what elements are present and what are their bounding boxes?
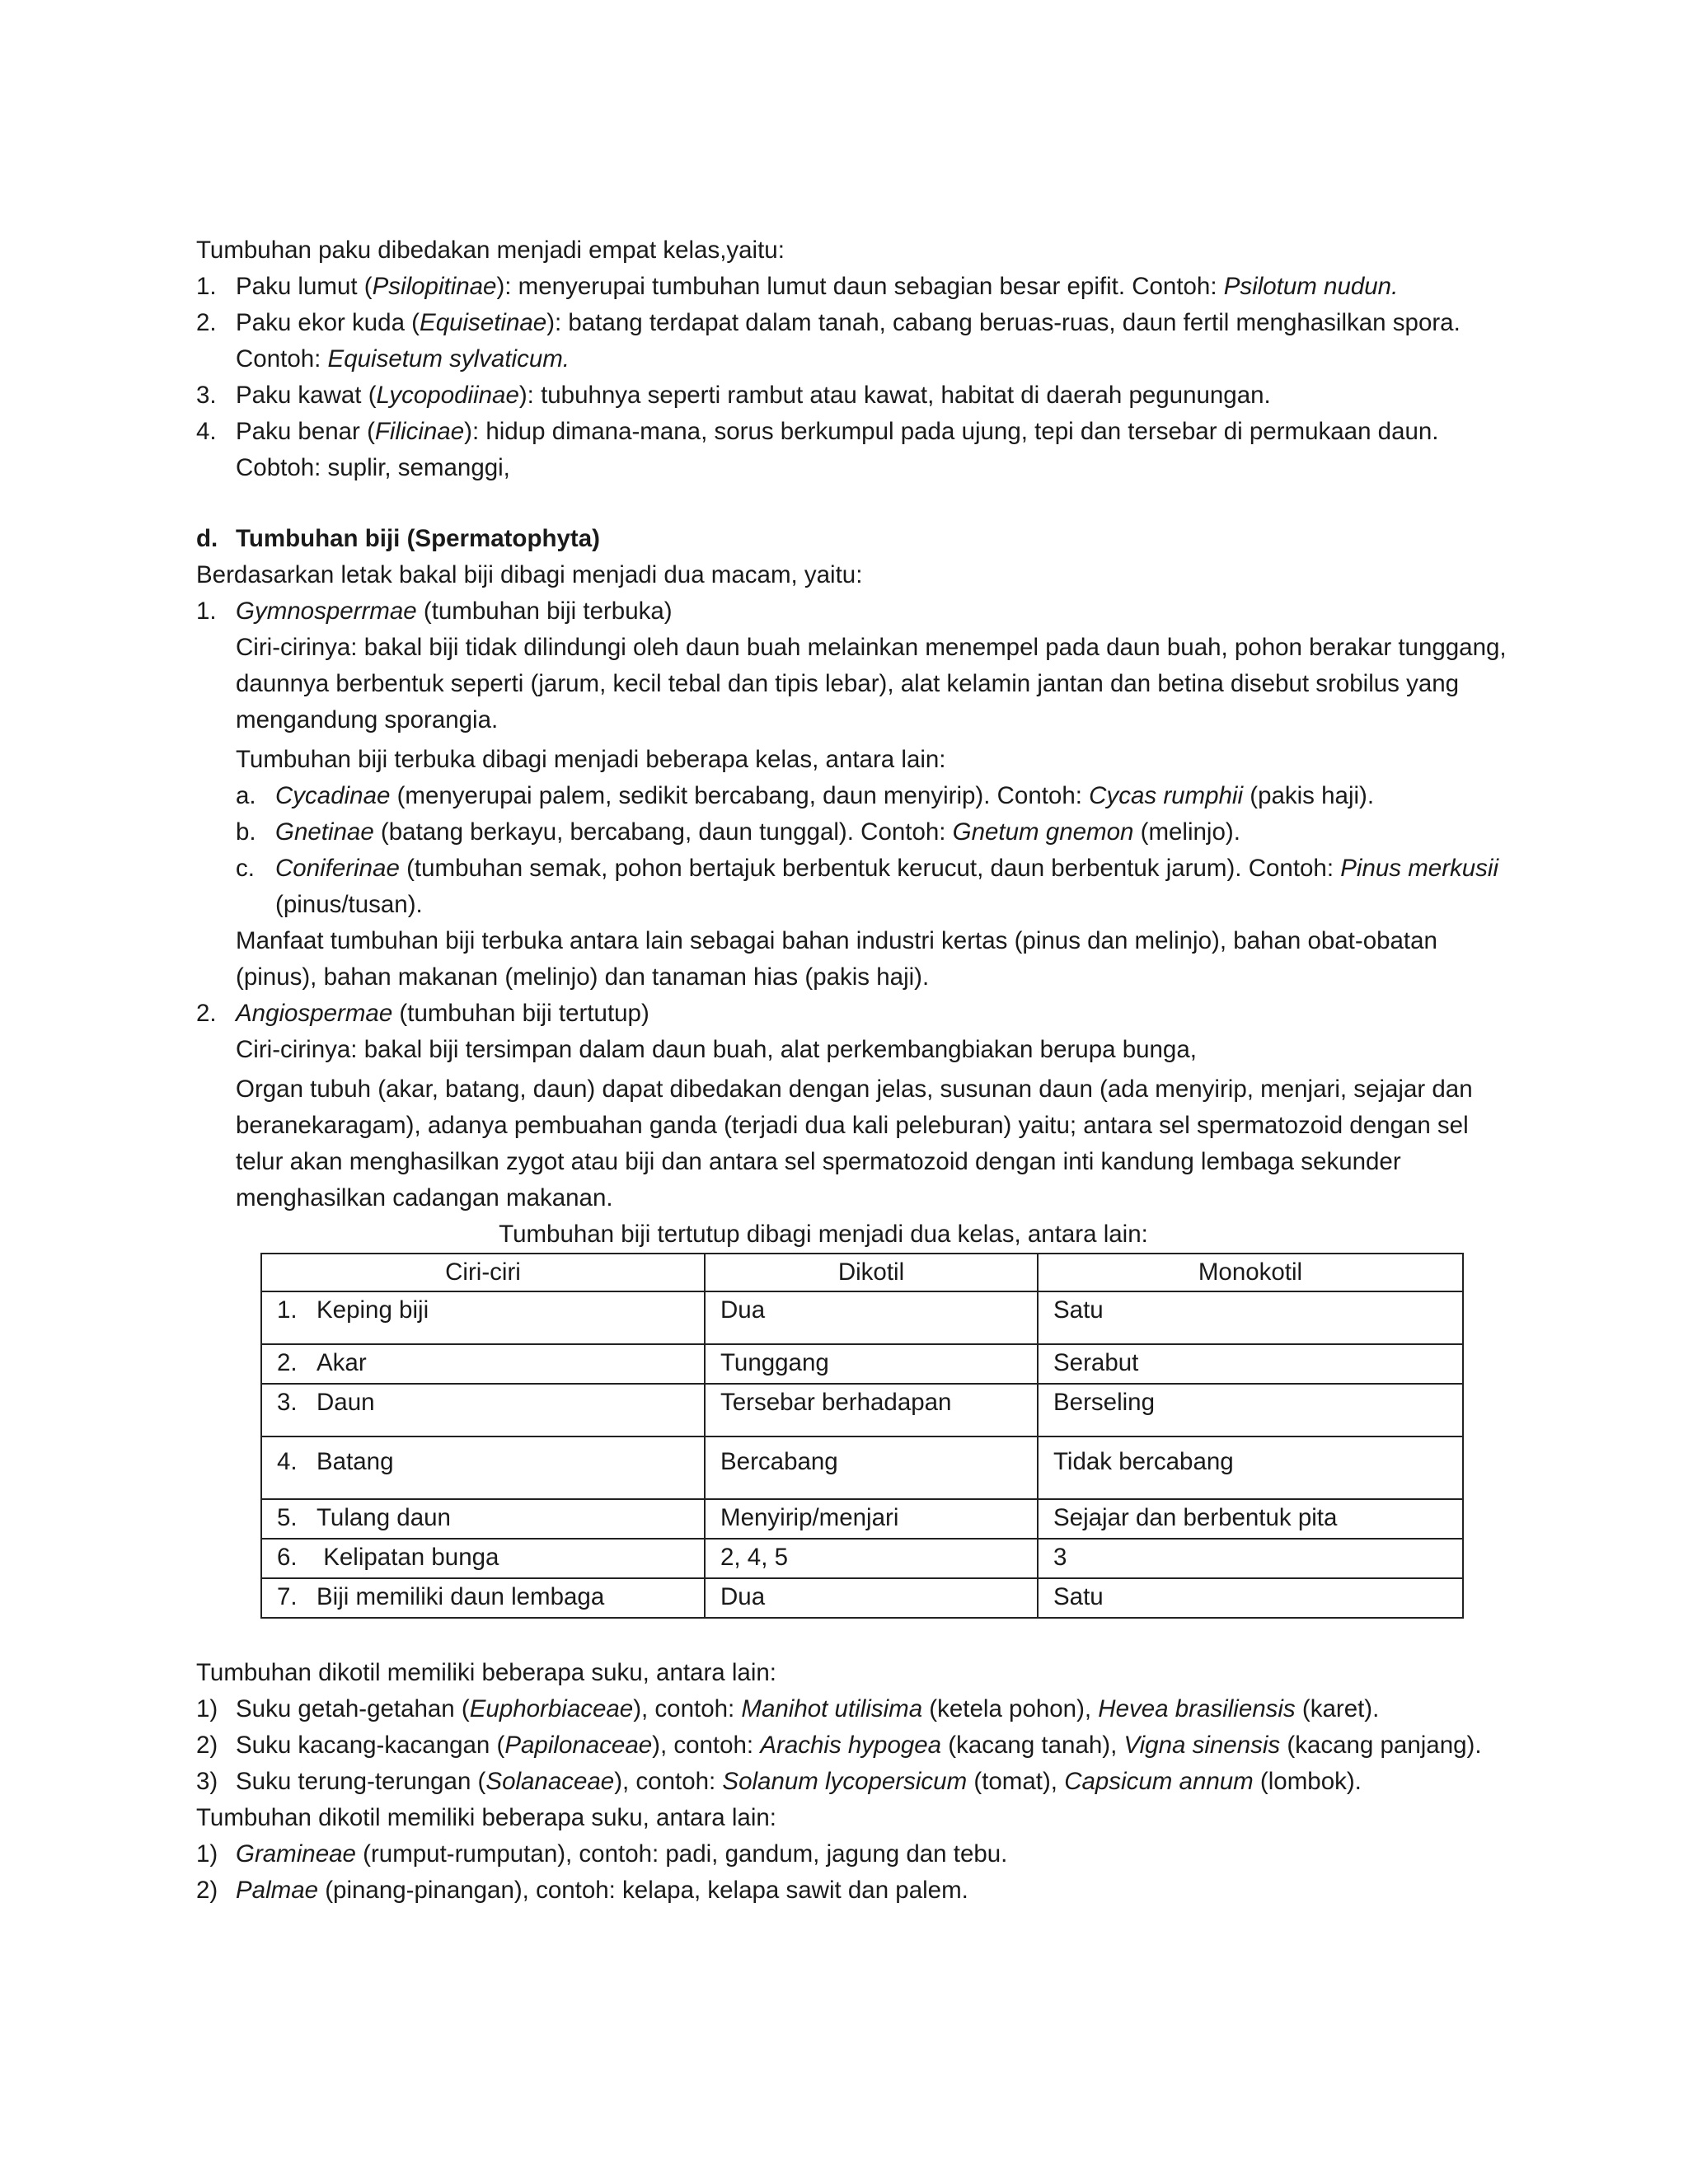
list-item: a. Cycadinae (menyerupai palem, sedikit bercabang, daun menyirip). Contoh: Cycas rumphii (pakis haji).: [236, 782, 1375, 809]
table-row: 3. Daun Tersebar berhadapan Berseling: [261, 1384, 1463, 1436]
table-header: Monokotil: [1038, 1254, 1463, 1291]
angio-ciri: Ciri-cirinya: bakal biji tersimpan dalam daun buah, alat perkembangbiakan berupa bunga,: [236, 1036, 1197, 1063]
gymno-ciri: Ciri-cirinya: bakal biji tidak dilindungi oleh daun buah melainkan menempel pada daun buah, pohon berakar tunggang, daunnya berbentuk seperti (jarum, kecil tebal dan tipis lebar), alat kelamin jantan dan betina disebut srobilus yang mengandung sporangia.: [236, 634, 1507, 733]
list-item: 2) Palmae (pinang-pinangan), contoh: kelapa, kelapa sawit dan palem.: [196, 1877, 968, 1904]
list-item-gymnospermae: 1. Gymnosperrmae (tumbuhan biji terbuka) Ciri-cirinya: bakal biji tidak dilindungi oleh daun buah melainkan menempel pada daun buah, pohon berakar tunggang, daunnya berbentuk seperti (jarum, kecil tebal dan tipis lebar), alat kelamin jantan dan betina disebut srobilus yang mengandung sporangia. Tumbuhan biji terbuka dibagi menjadi beberapa kelas, antara lain: a. Cycadinae (menyerupai palem, sedikit bercabang, daun menyirip). Contoh: Cycas rumphii (pakis haji). b. Gnetinae (batang berkayu, bercabang, daun tunggal). Contoh: Gnetum gnemon (melinjo). c. Coniferinae (tumbuhan semak, pohon bertajuk berbentuk kerucut, daun berbentuk jarum). Contoh: Pinus merkusii (pinus/tusan). Manfaat tumbuhan biji terbuka antara lain sebagai bahan industri kertas (pinus dan melinjo), bahan obat-obatan (pinus), bahan makanan (melinjo) dan tanaman hias (pakis haji).: [196, 593, 1507, 996]
dikotil-list: [196, 1691, 1507, 1800]
monokotil-list: [196, 1836, 1507, 1909]
table-caption: Tumbuhan biji tertutup dibagi menjadi dua kelas, antara lain:: [499, 1221, 1148, 1248]
document-page: [196, 232, 1507, 1909]
section-heading: d. Tumbuhan biji (Spermatophyta): [196, 525, 600, 552]
list-item-angiospermae: 2. Angiospermae (tumbuhan biji tertutup) Ciri-cirinya: bakal biji tersimpan dalam daun buah, alat perkembangbiakan berupa bunga, Organ tubuh (akar, batang, daun) dapat dibedakan dengan jelas, susunan daun (ada menyirip, menjari, sejajar dan beranekaragam), adanya pembuahan ganda (terjadi dua kali peleburan) yaitu; antara sel spermatozoid dengan sel telur akan menghasilkan zygot atau biji dan antara sel spermatozoid dengan inti kandung lembaga sekunder menghasilkan cadangan makanan.: [196, 996, 1507, 1216]
list-item: 3. Paku kawat (Lycopodiinae): tubuhnya seperti rambut atau kawat, habitat di daerah pegunungan.: [196, 382, 1271, 409]
list-item: 2) Suku kacang-kacangan (Papilonaceae), contoh: Arachis hypogea (kacang tanah), Vigna sinensis (kacang panjang).: [196, 1732, 1482, 1759]
list-item: 1. Paku lumut (Psilopitinae): menyerupai tumbuhan lumut daun sebagian besar epifit. Contoh: Psilotum nudun.: [196, 273, 1399, 300]
list-item: b. Gnetinae (batang berkayu, bercabang, daun tunggal). Contoh: Gnetum gnemon (melinjo).: [236, 818, 1240, 846]
gymno-kelas-list: [236, 778, 1507, 923]
comparison-table: [260, 1253, 1464, 1619]
table-row: 1. Keping biji Dua Satu: [261, 1291, 1463, 1344]
biji-intro: Berdasarkan letak bakal biji dibagi menjadi dua macam, yaitu:: [196, 561, 863, 588]
list-item: 3) Suku terung-terungan (Solanaceae), contoh: Solanum lycopersicum (tomat), Capsicum annum (lombok).: [196, 1768, 1362, 1795]
monokotil-intro: Tumbuhan dikotil memiliki beberapa suku, antara lain:: [196, 1804, 776, 1831]
table-row: 6. Kelipatan bunga 2, 4, 5 3: [261, 1539, 1463, 1578]
biji-list: [196, 593, 1507, 1216]
table-header: Ciri-ciri: [261, 1254, 705, 1291]
dikotil-intro: Tumbuhan dikotil memiliki beberapa suku, antara lain:: [196, 1659, 776, 1686]
list-item: 1) Gramineae (rumput-rumputan), contoh: padi, gandum, jagung dan tebu.: [196, 1840, 1008, 1868]
list-item: 4. Paku benar (Filicinae): hidup dimana-mana, sorus berkumpul pada ujung, tepi dan tersebar di permukaan daun. Cobtoh: suplir, semanggi,: [196, 418, 1439, 481]
gymno-kelas-intro: Tumbuhan biji terbuka dibagi menjadi beberapa kelas, antara lain:: [236, 746, 946, 773]
list-item: 2. Paku ekor kuda (Equisetinae): batang terdapat dalam tanah, cabang beruas-ruas, daun fertil menghasilkan spora. Contoh: Equisetum sylvaticum.: [196, 309, 1461, 373]
table-header: Dikotil: [705, 1254, 1038, 1291]
list-item: c. Coniferinae (tumbuhan semak, pohon bertajuk berbentuk kerucut, daun berbentuk jarum). Contoh: Pinus merkusii (pinus/tusan).: [236, 855, 1499, 918]
paku-list: [196, 269, 1507, 486]
table-row: 4. Batang Bercabang Tidak bercabang: [261, 1436, 1463, 1499]
table-row: 5. Tulang daun Menyirip/menjari Sejajar dan berbentuk pita: [261, 1499, 1463, 1539]
paku-intro: Tumbuhan paku dibedakan menjadi empat kelas,yaitu:: [196, 237, 785, 264]
list-item: 1) Suku getah-getahan (Euphorbiaceae), contoh: Manihot utilisima (ketela pohon), Hevea brasiliensis (karet).: [196, 1695, 1380, 1722]
table-row: 2. Akar Tunggang Serabut: [261, 1344, 1463, 1384]
table-row: 7. Biji memiliki daun lembaga Dua Satu: [261, 1578, 1463, 1618]
gymno-manfaat: Manfaat tumbuhan biji terbuka antara lain sebagai bahan industri kertas (pinus dan melinjo), bahan obat-obatan (pinus), bahan makanan (melinjo) dan tanaman hias (pakis haji).: [236, 927, 1437, 991]
table-header-row: [261, 1254, 1463, 1291]
angio-organ: Organ tubuh (akar, batang, daun) dapat dibedakan dengan jelas, susunan daun (ada menyirip, menjari, sejajar dan beranekaragam), adanya pembuahan ganda (terjadi dua kali peleburan) yaitu; antara sel spermatozoid dengan sel telur akan menghasilkan zygot atau biji dan antara sel spermatozoid dengan inti kandung lembaga sekunder menghasilkan cadangan makanan.: [236, 1076, 1473, 1212]
